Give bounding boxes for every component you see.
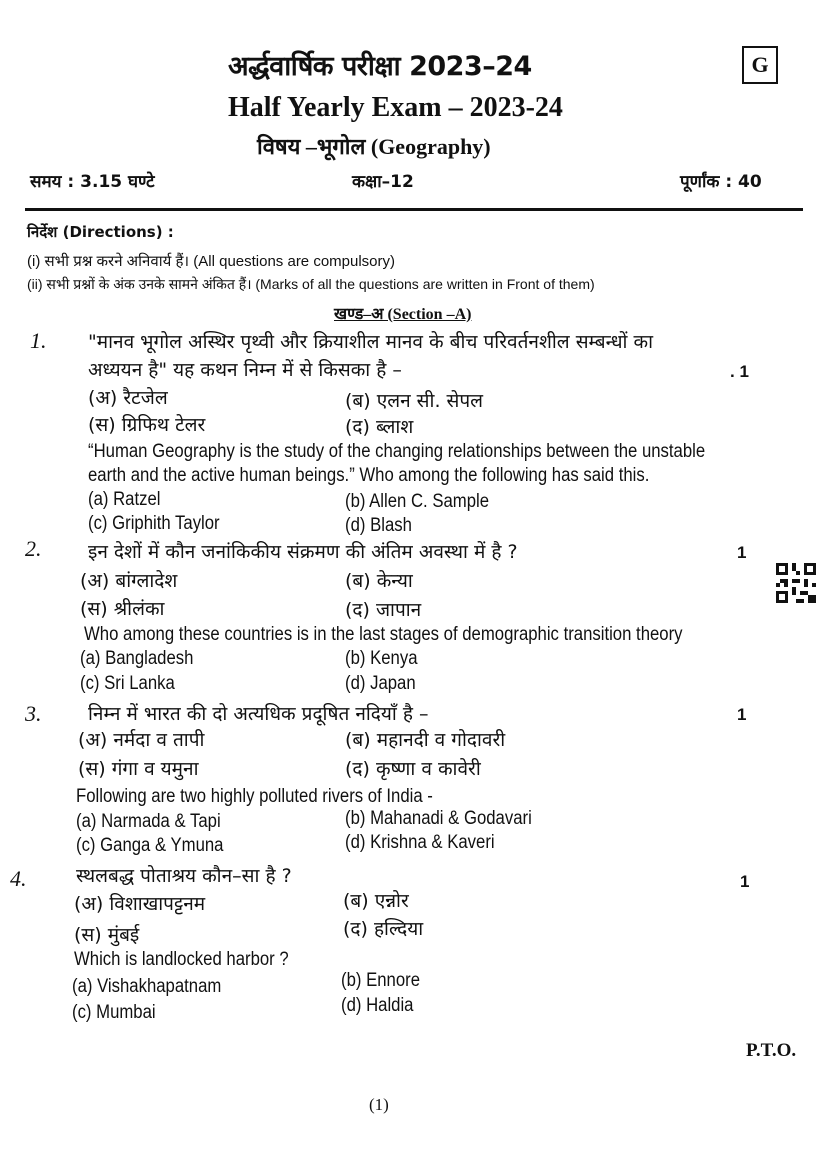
directions-heading: निर्देश (Directions) : — [27, 223, 174, 241]
option-hindi: (ब) एन्नोर — [343, 890, 409, 912]
question-number: 4. — [10, 866, 27, 891]
set-code-badge: G — [742, 46, 778, 84]
question-text-english: “Human Geography is the study of the changing relationships between the unstable — [88, 441, 706, 462]
question-text-hindi: "मानव भूगोल अस्थिर पृथ्वी और क्रियाशील मानव के बीच परिवर्तनशील सम्बन्धों का — [88, 331, 653, 353]
question-text-english: Who among these countries is in the last stages of demographic transition theory — [84, 624, 683, 645]
option-english: (b) Mahanadi & Godavari — [345, 808, 532, 829]
exam-title-hindi: अर्द्धवार्षिक परीक्षा 2023–24 — [228, 51, 532, 82]
option-hindi: (द) ब्लाश — [345, 416, 414, 438]
subject-line: विषय –भूगोल (Geography) — [257, 134, 491, 159]
option-english: (d) Krishna & Kaveri — [345, 832, 495, 853]
option-english: (b) Allen C. Sample — [345, 491, 490, 512]
question-number: 3. — [25, 701, 42, 726]
option-hindi: (द) कृष्णा व कावेरी — [345, 758, 481, 780]
option-hindi: (ब) महानदी व गोदावरी — [345, 729, 506, 751]
exam-title-english: Half Yearly Exam – 2023-24 — [228, 92, 563, 123]
pto-label: P.T.O. — [746, 1040, 797, 1061]
option-english: (d) Blash — [345, 515, 412, 536]
option-hindi-marked: (ब) एलन सी. सेपल — [345, 390, 484, 412]
question-number: 2. — [25, 536, 42, 561]
direction-item: (ii) सभी प्रश्नों के अंक उनके सामने अंकित हैं। (Marks of all the questions are written in Front of them) — [27, 276, 595, 292]
option-hindi: (स) श्रीलंका — [80, 598, 165, 620]
question-marks: 1 — [737, 705, 747, 724]
qr-code-icon — [776, 563, 816, 603]
option-hindi: (अ) रैटजेल — [88, 387, 168, 409]
question-text-english: Following are two highly polluted rivers of India - — [76, 786, 433, 807]
option-english: (c) Sri Lanka — [80, 673, 175, 694]
page-number: (1) — [369, 1095, 389, 1114]
option-english: (a) Narmada & Tapi — [76, 811, 221, 832]
option-hindi: (अ) नर्मदा व तापी — [78, 729, 205, 751]
max-marks: पूर्णांक : 40 — [680, 172, 762, 192]
class-label: कक्षा–12 — [352, 172, 414, 192]
option-english: (a) Vishakhapatnam — [72, 976, 222, 997]
option-english: (d) Haldia — [341, 995, 414, 1016]
direction-item: (i) सभी प्रश्न करने अनिवार्य हैं। (All questions are compulsory) — [27, 253, 396, 270]
time-allowed: समय : 3.15 घण्टे — [30, 172, 155, 192]
question-marks: 1 — [740, 872, 750, 891]
option-english: (c) Ganga & Ymuna — [76, 835, 224, 856]
option-hindi: (द) हल्दिया — [343, 918, 424, 940]
option-hindi: (स) ग्रिफिथ टेलर — [88, 414, 206, 436]
option-hindi-marked: (स) गंगा व यमुना — [78, 758, 199, 780]
question-text-hindi: स्थलबद्ध पोताश्रय कौन–सा है ? — [76, 865, 292, 887]
option-english: (b) Ennore — [341, 970, 421, 991]
option-hindi: (अ) बांग्लादेश — [80, 570, 178, 592]
question-number: 1. — [30, 328, 47, 353]
option-english: (a) Bangladesh — [80, 648, 194, 669]
question-text-hindi: निम्न में भारत की दो अत्यधिक प्रदूषित नदियाँ है – — [88, 703, 429, 725]
question-text-english: Which is landlocked harbor ? — [74, 949, 289, 970]
option-english: (b) Kenya — [345, 648, 418, 669]
option-english: (a) Ratzel — [88, 489, 161, 510]
option-english: (d) Japan — [345, 673, 416, 694]
question-text-hindi: अध्ययन है" यह कथन निम्न में से किसका है – — [88, 359, 402, 381]
option-hindi: (ब) केन्या — [345, 570, 413, 592]
question-text-english: earth and the active human beings.” Who among the following has said this. — [88, 465, 650, 486]
question-text-hindi: इन देशों में कौन जनांकिकीय संक्रमण की अंतिम अवस्था में है ? — [88, 541, 518, 563]
option-hindi: (अ) विशाखापट्टनम — [74, 893, 206, 915]
header-divider — [25, 208, 803, 211]
section-heading: खण्ड–अ (Section –A) — [334, 306, 472, 323]
question-marks: . 1 — [730, 362, 749, 381]
option-hindi: (स) मुंबई — [74, 924, 140, 946]
question-marks: 1 — [737, 543, 747, 562]
option-english: (c) Griphith Taylor — [88, 513, 220, 534]
option-hindi: (द) जापान — [345, 599, 422, 621]
option-english: (c) Mumbai — [72, 1002, 156, 1023]
